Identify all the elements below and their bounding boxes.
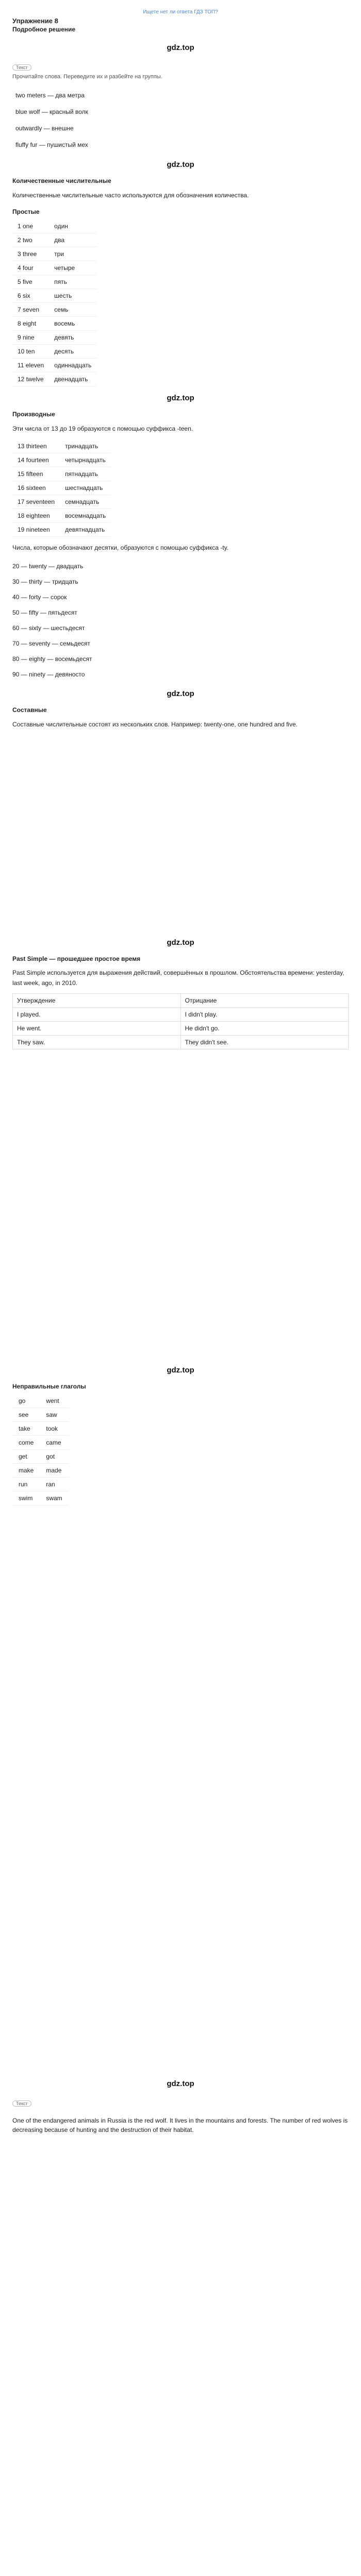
subtitle: Подробное решение xyxy=(12,26,76,33)
simple-numbers-table xyxy=(12,219,96,386)
watermark: gdz.top xyxy=(167,2079,194,2088)
verb-base: make xyxy=(12,1464,40,1478)
watermark: gdz.top xyxy=(167,394,194,402)
number-en: 13 thirteen xyxy=(12,439,60,453)
number-ru: семь xyxy=(49,303,96,317)
number-ru: пятнадцать xyxy=(60,467,111,481)
number-row xyxy=(12,261,96,275)
derived-header: Производные xyxy=(12,411,55,418)
grammar-affirmative: I played. xyxy=(13,1008,181,1022)
grammar-row xyxy=(13,1008,349,1022)
grammar-negative: I didn't play. xyxy=(180,1008,349,1022)
word-line: blue wolf — красный волк xyxy=(15,108,88,115)
number-ru: тринадцать xyxy=(60,439,111,453)
verb-past: got xyxy=(40,1450,68,1464)
task-tag: Текст xyxy=(12,64,31,71)
top-link[interactable]: Ищете нет ли ответа ГДЗ ТОП? xyxy=(143,9,218,15)
tens-line: 30 — thirty — тридцать xyxy=(12,578,78,585)
grammar-col-header: Утверждение xyxy=(13,994,181,1008)
number-row xyxy=(12,372,96,386)
watermark: gdz.top xyxy=(167,938,194,947)
number-row xyxy=(12,247,96,261)
number-row xyxy=(12,453,111,467)
compound-header: Составные xyxy=(12,706,47,714)
number-en: 3 three xyxy=(12,247,49,261)
verb-past: ran xyxy=(40,1478,68,1492)
number-row xyxy=(12,495,111,509)
verb-base: take xyxy=(12,1422,40,1436)
compound-text: Составные числительные состоят из нескольких слов. Например: twenty-one, one hundred and five. xyxy=(12,721,298,728)
number-en: 11 eleven xyxy=(12,359,49,372)
number-row xyxy=(12,345,96,359)
number-row xyxy=(12,289,96,303)
word-list xyxy=(12,87,349,153)
grammar-negative: He didn't go. xyxy=(180,1022,349,1036)
verbs-header: Неправильные глаголы xyxy=(12,1383,86,1390)
number-row xyxy=(12,219,96,233)
verb-row xyxy=(12,1464,69,1478)
verb-base: run xyxy=(12,1478,40,1492)
number-en: 8 eight xyxy=(12,317,49,331)
verb-row xyxy=(12,1408,69,1422)
number-ru: восемь xyxy=(49,317,96,331)
number-en: 6 six xyxy=(12,289,49,303)
number-row xyxy=(12,317,96,331)
grammar-negative: They didn't see. xyxy=(180,1036,349,1049)
grammar-row xyxy=(13,1036,349,1049)
grammar-row xyxy=(13,1022,349,1036)
number-ru: четыре xyxy=(49,261,96,275)
number-row xyxy=(12,481,111,495)
verb-row xyxy=(12,1450,69,1464)
number-en: 7 seven xyxy=(12,303,49,317)
grammar-col-header: Отрицание xyxy=(180,994,349,1008)
number-en: 9 nine xyxy=(12,331,49,345)
tens-line: 20 — twenty — двадцать xyxy=(12,563,84,570)
final-tag: Текст xyxy=(12,2100,31,2107)
verb-base: see xyxy=(12,1408,40,1422)
number-ru: шесть xyxy=(49,289,96,303)
number-ru: девятнадцать xyxy=(60,523,111,537)
tens-line: 50 — fifty — пятьдесят xyxy=(12,609,77,616)
number-en: 10 ten xyxy=(12,345,49,359)
simple-header: Простые xyxy=(12,208,40,215)
word-line: two meters — два метра xyxy=(15,92,85,99)
verb-past: came xyxy=(40,1436,68,1450)
tens-line: 60 — sixty — шестьдесят xyxy=(12,624,85,632)
verb-row xyxy=(12,1436,69,1450)
verbs-table xyxy=(12,1394,69,1505)
exercise-title: Упражнение 8 xyxy=(12,17,58,25)
verb-past: made xyxy=(40,1464,68,1478)
watermark: gdz.top xyxy=(167,1366,194,1375)
verb-row xyxy=(12,1478,69,1492)
word-line: fluffy fur — пушистый мех xyxy=(15,141,88,148)
number-ru: восемнадцать xyxy=(60,509,111,523)
number-row xyxy=(12,509,111,523)
verb-row xyxy=(12,1422,69,1436)
grammar-table xyxy=(12,993,349,1049)
word-line: outwardly — внешне xyxy=(15,125,74,132)
verb-row xyxy=(12,1394,69,1408)
number-ru: двенадцать xyxy=(49,372,96,386)
watermark: gdz.top xyxy=(167,160,194,169)
number-en: 4 four xyxy=(12,261,49,275)
number-en: 2 two xyxy=(12,233,49,247)
grammar-affirmative: He went. xyxy=(13,1022,181,1036)
tens-text: Числа, которые обозначают десятки, образуются с помощью суффикса -ty. xyxy=(12,544,229,551)
grammar-text: Past Simple используется для выражения действий, совершённых в прошлом. Обстоятельства времени: yesterday, last week, ago, in 2010. xyxy=(12,969,344,987)
verb-base: come xyxy=(12,1436,40,1450)
verb-base: go xyxy=(12,1394,40,1408)
watermark: gdz.top xyxy=(167,43,194,52)
number-en: 18 eighteen xyxy=(12,509,60,523)
teens-table xyxy=(12,439,111,537)
tens-list xyxy=(12,558,349,682)
section-numerals-title: Количественные числительные xyxy=(12,177,111,184)
verb-base: swim xyxy=(12,1492,40,1505)
task-text: Прочитайте слова. Переведите их и разбейте на группы. xyxy=(12,74,162,80)
number-ru: три xyxy=(49,247,96,261)
grammar-header: Past Simple — прошедшее простое время xyxy=(12,955,141,962)
numeral-text: Количественные числительные часто используются для обозначения количества. xyxy=(12,192,249,199)
verb-past: went xyxy=(40,1394,68,1408)
verb-base: get xyxy=(12,1450,40,1464)
number-en: 12 twelve xyxy=(12,372,49,386)
number-en: 15 fifteen xyxy=(12,467,60,481)
tens-line: 90 — ninety — девяносто xyxy=(12,671,85,678)
final-text: One of the endangered animals in Russia is the red wolf. It lives in the mountains and forests. The number of red wolves is decreasing because of hunting and the destruction of their habitat. xyxy=(12,2117,348,2133)
number-ru: пять xyxy=(49,275,96,289)
watermark: gdz.top xyxy=(167,689,194,698)
number-row xyxy=(12,275,96,289)
number-ru: четырнадцать xyxy=(60,453,111,467)
tens-line: 40 — forty — сорок xyxy=(12,594,67,601)
number-ru: семнадцать xyxy=(60,495,111,509)
number-ru: один xyxy=(49,219,96,233)
verb-row xyxy=(12,1492,69,1505)
verb-past: took xyxy=(40,1422,68,1436)
number-en: 19 nineteen xyxy=(12,523,60,537)
derived-text: Эти числа от 13 до 19 образуются с помощью суффикса -teen. xyxy=(12,425,193,432)
number-row xyxy=(12,303,96,317)
verb-past: saw xyxy=(40,1408,68,1422)
tens-line: 70 — seventy — семьдесят xyxy=(12,640,90,647)
number-en: 16 sixteen xyxy=(12,481,60,495)
number-row xyxy=(12,331,96,345)
number-ru: два xyxy=(49,233,96,247)
number-en: 5 five xyxy=(12,275,49,289)
number-ru: девять xyxy=(49,331,96,345)
number-ru: одиннадцать xyxy=(49,359,96,372)
number-row xyxy=(12,233,96,247)
number-en: 1 one xyxy=(12,219,49,233)
grammar-affirmative: They saw. xyxy=(13,1036,181,1049)
verb-past: swam xyxy=(40,1492,68,1505)
number-ru: шестнадцать xyxy=(60,481,111,495)
number-en: 14 fourteen xyxy=(12,453,60,467)
number-row xyxy=(12,467,111,481)
tens-line: 80 — eighty — восемьдесят xyxy=(12,655,92,663)
number-row xyxy=(12,359,96,372)
number-row xyxy=(12,523,111,537)
number-en: 17 seventeen xyxy=(12,495,60,509)
number-ru: десять xyxy=(49,345,96,359)
number-row xyxy=(12,439,111,453)
